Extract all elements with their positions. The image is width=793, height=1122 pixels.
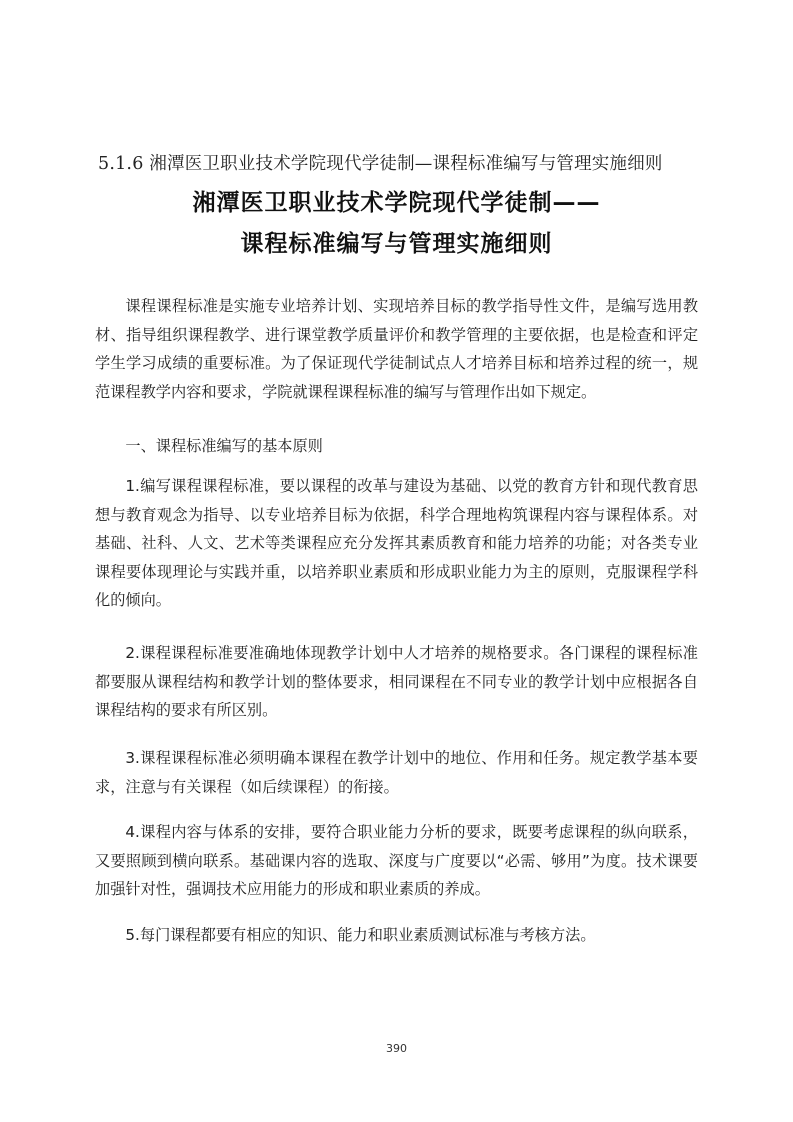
document-title-line-2: 课程标准编写与管理实施细则 (240, 231, 553, 257)
principle-item-4: 4.课程内容与体系的安排，要符合职业能力分析的要求，既要考虑课程的纵向联系，又要照顾到横向联系。基础课内容的选取、深度与广度要以“必需、够用”为度。技术课要加强针对性，强调技术应用能力的形成和职业素质的养成。 (95, 823, 698, 898)
principle-item-1: 1.编写课程课程标准，要以课程的改革与建设为基础、以党的教育方针和现代教育思想与教育观念为指导、以专业培养目标为依据，科学合理地构筑课程内容与课程体系。对基础、社科、人文、艺术等类课程应充分发挥其素质教育和能力培养的功能；对各类专业课程要体现理论与实践并重，以培养职业素质和形成职业能力为主的原则，克服课程学科化的倾向。 (95, 477, 698, 609)
principle-item-5: 5.每门课程都要有相应的知识、能力和职业素质测试标准与考核方法。 (125, 926, 596, 944)
document-title-line-1: 湘潭医卫职业技术学院现代学徒制—— (192, 190, 601, 216)
intro-paragraph: 课程课程标准是实施专业培养计划、实现培养目标的教学指导性文件，是编写选用教材、指导组织课程教学、进行课堂教学质量评价和教学管理的主要依据，也是检查和评定学生学习成绩的重要标准。为了保证现代学徒制试点人才培养目标和培养过程的统一，规范课程教学内容和要求，学院就课程课程标准的编写与管理作出如下规定。 (95, 297, 698, 401)
page-number: 390 (386, 1042, 407, 1055)
principle-item-3: 3.课程课程标准必须明确本课程在教学计划中的地位、作用和任务。规定教学基本要求，注意与有关课程（如后续课程）的衔接。 (95, 749, 698, 796)
section-heading: 5.1.6 湘潭医卫职业技术学院现代学徒制—课程标准编写与管理实施细则 (98, 154, 663, 174)
section-1-heading: 一、课程标准编写的基本原则 (125, 437, 323, 455)
principle-item-2: 2.课程课程标准要准确地体现教学计划中人才培养的规格要求。各门课程的课程标准都要服从课程结构和教学计划的整体要求，相同课程在不同专业的教学计划中应根据各自课程结构的要求有所区别。 (95, 644, 698, 719)
